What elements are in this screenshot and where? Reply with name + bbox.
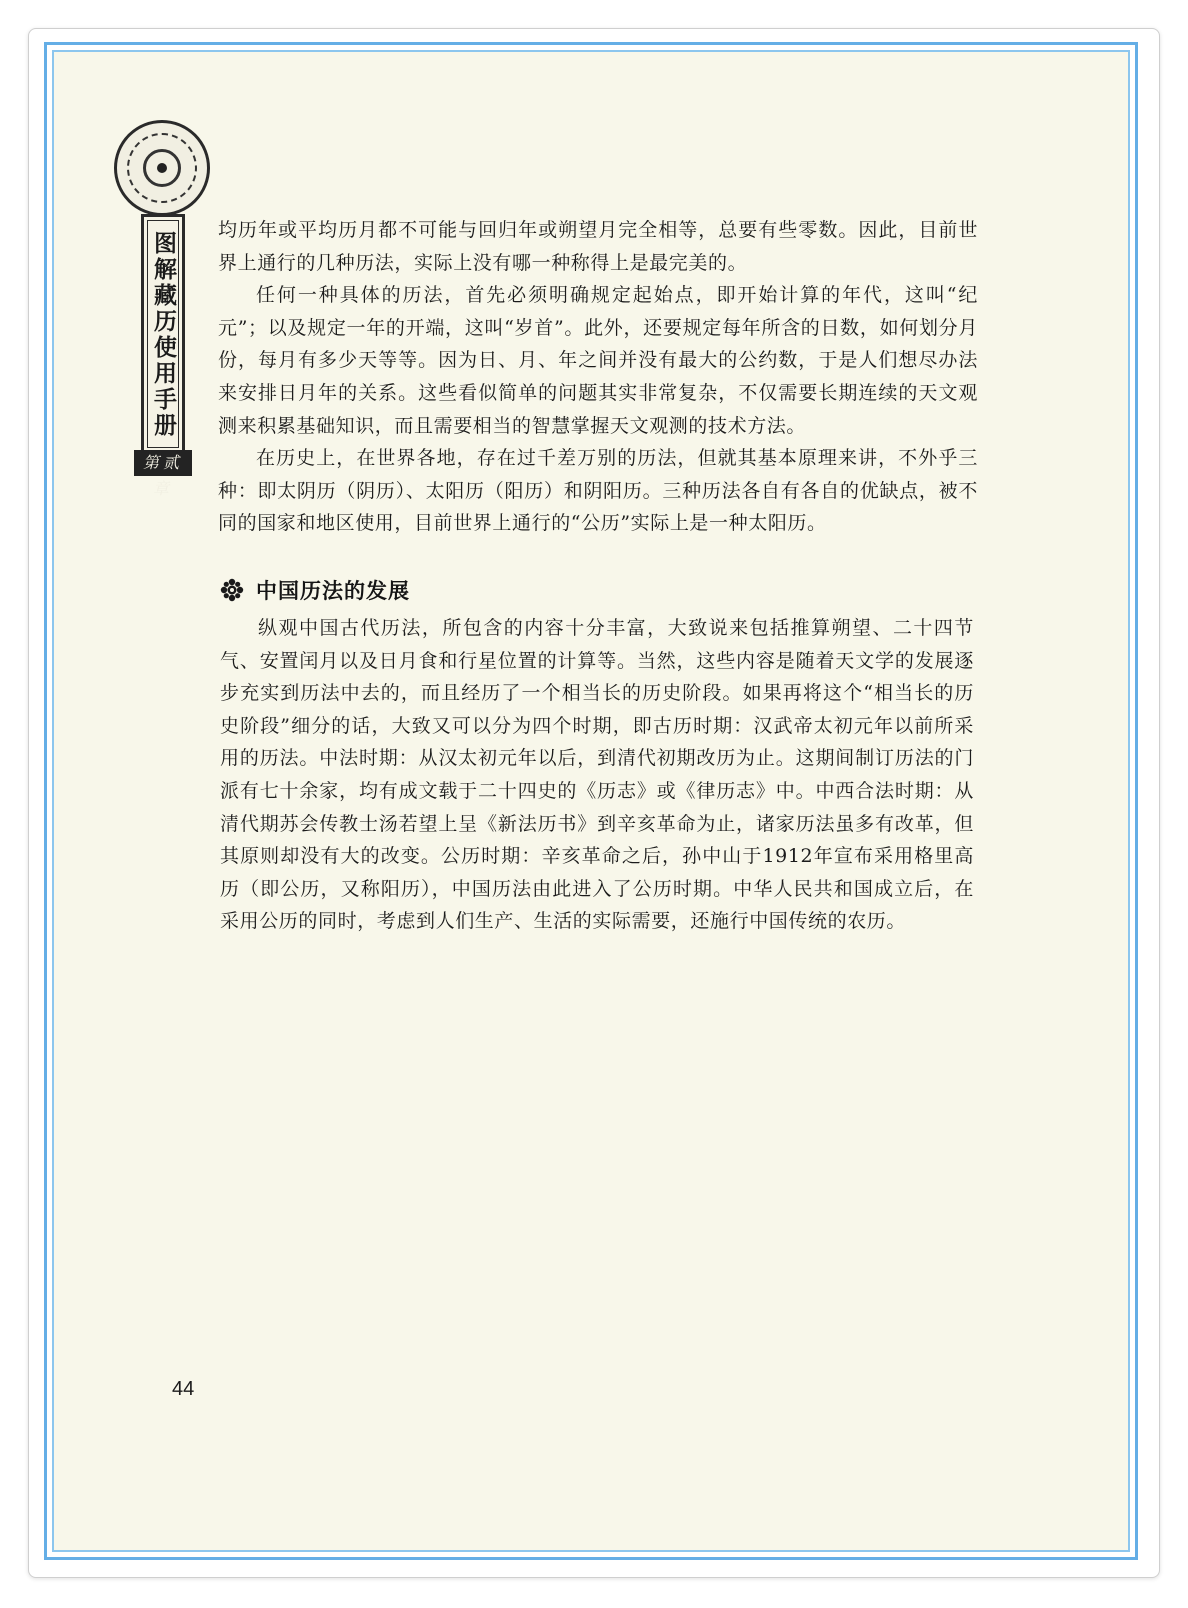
section-heading <box>220 574 410 606</box>
page-number: 44 <box>172 1378 195 1400</box>
body-text <box>218 214 978 540</box>
book-title-tab <box>141 214 185 454</box>
section-body <box>220 612 974 938</box>
section-title: 中国历法的发展 <box>256 579 410 603</box>
paragraph: 纵观中国古代历法，所包含的内容十分丰富，大致说来包括推算朔望、二十四节气、安置闰月以及日月食和行星位置的计算等。当然，这些内容是随着天文学的发展逐步充实到历法中去的，而且经历了一个相当长的历史阶段。如果再将这个“相当长的历史阶段”细分的话，大致又可以分为四个时期，即古历时期：汉武帝太初元年以前所采用的历法。中法时期：从汉太初元年以后，到清代初期改历为止。这期间制订历法的门派有七十余家，均有成文载于二十四史的《历志》或《律历志》中。中西合法时期：从清代期苏会传教士汤若望上呈《新法历书》到辛亥革命为止，诸家历法虽多有改革，但其原则却没有大的改变。公历时期：辛亥革命之后，孙中山于1912年宣布采用格里高历（即公历，又称阳历），中国历法由此进入了公历时期。中华人民共和国成立后，在采用公历的同时，考虑到人们生产、生活的实际需要，还施行中国传统的农历。 <box>220 617 974 933</box>
book-title: 图解藏历使用手册 <box>150 231 177 439</box>
paragraph: 均历年或平均历月都不可能与回归年或朔望月完全相等，总要有些零数。因此，目前世界上通行的几种历法，实际上没有哪一种称得上是最完美的。 <box>218 219 978 274</box>
paragraph: 在历史上，在世界各地，存在过千差万别的历法，但就其基本原理来讲，不外乎三种：即太阴历（阴历）、太阳历（阳历）和阴阳历。三种历法各自有各自的优缺点，被不同的国家和地区使用，目前世界上通行的“公历”实际上是一种太阳历。 <box>218 447 978 535</box>
side-emblem <box>114 120 212 498</box>
flower-ornament-icon <box>220 578 244 602</box>
round-seal-icon <box>114 120 210 216</box>
chapter-label: 第贰章 <box>134 450 192 476</box>
paragraph: 任何一种具体的历法，首先必须明确规定起始点，即开始计算的年代，这叫“纪元”；以及规定一年的开端，这叫“岁首”。此外，还要规定每年所含的日数，如何划分月份，每月有多少天等等。因为日、月、年之间并没有最大的公约数，于是人们想尽办法来安排日月年的关系。这些看似简单的问题其实非常复杂，不仅需要长期连续的天文观测来积累基础知识，而且需要相当的智慧掌握天文观测的技术方法。 <box>218 284 978 437</box>
